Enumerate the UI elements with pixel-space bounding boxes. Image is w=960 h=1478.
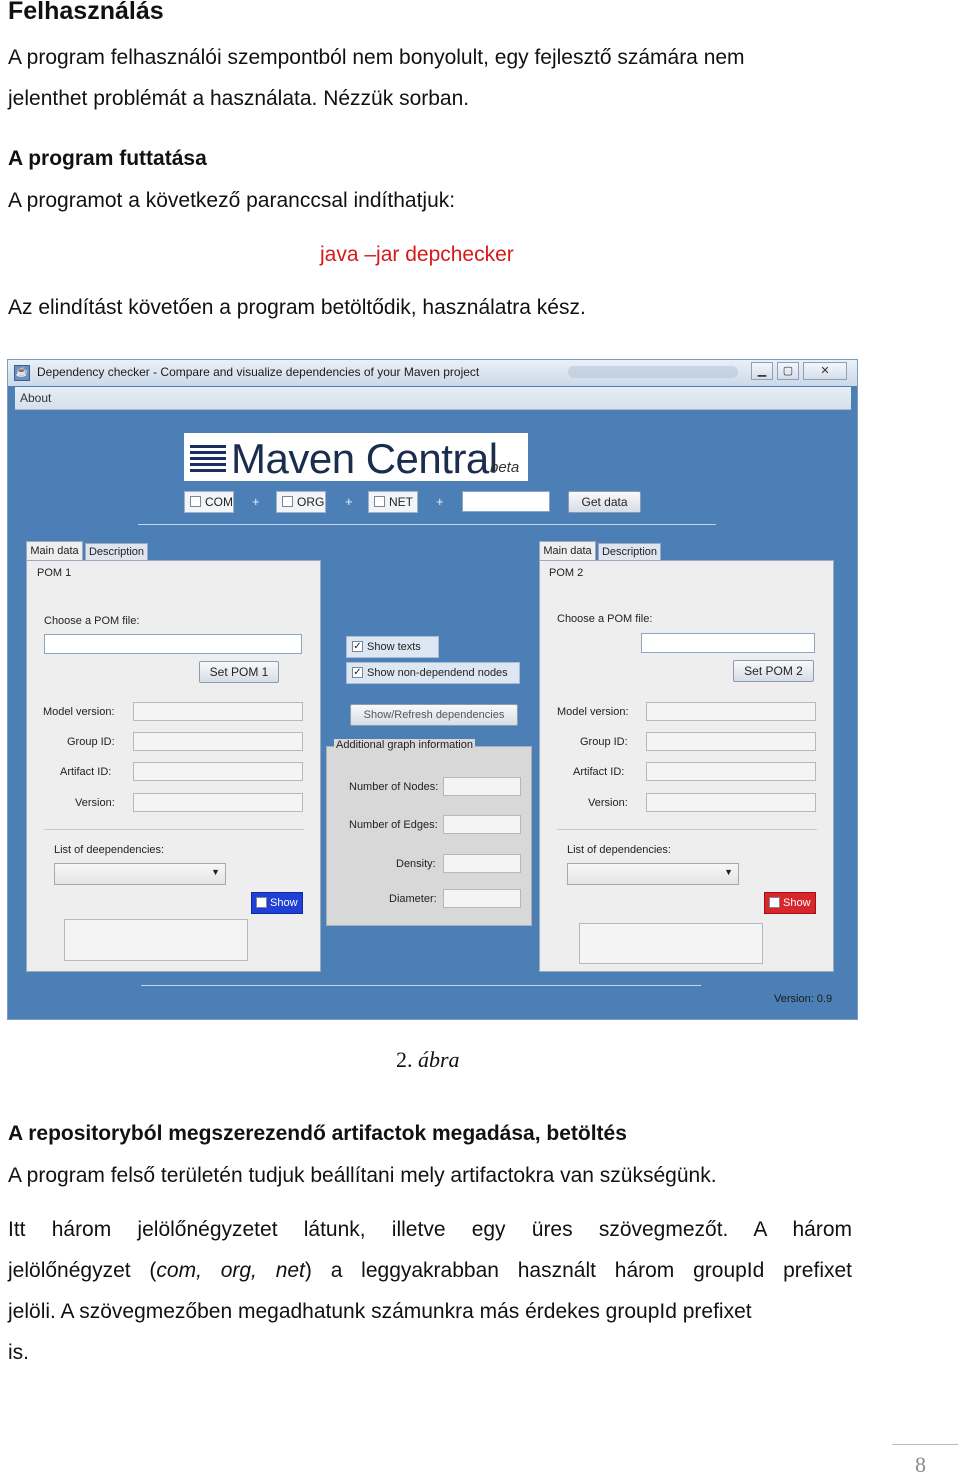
group-id-field-left [133,732,303,751]
graph-info-group [326,739,532,926]
version-label-left: Version: [75,797,115,809]
window-title: Dependency checker - Compare and visualize dependencies of your Maven project [37,365,480,379]
maven-logo-beta: beta [490,459,520,476]
checkbox-icon [282,496,293,507]
tab-main-data-right[interactable]: Main data [539,541,596,561]
app-version: Version: 0.9 [774,993,833,1005]
app-icon: ☕ [14,365,30,381]
checkbox-checked-icon: ✓ [353,666,362,678]
chevron-down-icon: ▼ [724,867,733,877]
pom2-panel [539,560,834,972]
page-number-rule [892,1444,958,1445]
show-button-left[interactable]: Show [251,892,303,914]
artifact-id-label-right: Artifact ID: [573,766,625,778]
get-data-button[interactable]: Get data [568,491,641,513]
artifact-id-field-right [646,762,816,781]
pom2-file-input[interactable] [641,633,815,653]
checkbox-icon [374,496,385,507]
left-panel-separator [44,829,304,830]
figure-caption [396,1047,460,1073]
group-id-label-left: Group ID: [67,736,115,748]
title-bar [8,360,857,386]
app-window [7,359,858,1020]
chevron-down-icon: ▼ [211,867,220,877]
title-bar-blur [568,366,738,378]
checkbox-icon [190,496,201,507]
close-icon[interactable]: ✕ [803,362,847,380]
show-nondepend-checkbox[interactable]: ✓ Show non-dependend nodes [346,662,520,684]
group-id-field-right [646,732,816,751]
version-field-left [133,793,303,812]
artifact-id-label-left: Artifact ID: [60,766,112,778]
pom1-file-input[interactable] [44,634,302,654]
checkbox-icon [256,897,267,908]
tab-description-right[interactable]: Description [598,543,661,561]
density-field [443,854,521,873]
version-field-right [646,793,816,812]
menu-about[interactable]: About [20,391,52,405]
header-separator [138,524,716,525]
intro-line-1: A program felhasználói szempontból nem bonyolult, egy fejlesztő számára nem [8,46,745,69]
footer-separator [141,985,701,986]
pom1-panel [26,560,321,972]
tab-main-data-left[interactable]: Main data [26,541,83,561]
set-pom2-button[interactable]: Set POM 2 [733,660,814,682]
list-deps-label-left: List of deependencies: [54,844,165,856]
section-title-run: A program futtatása [8,147,207,170]
command-text: java –jar depchecker [320,243,514,266]
plus-sign-2: + [345,494,353,509]
deps-dropdown-right[interactable] [567,863,739,885]
list-deps-label-right: List of dependencies: [567,844,671,856]
maven-logo-icon [190,445,226,475]
diameter-field [443,889,521,908]
para-line-1: Itt három jelölőnégyzetet látunk, illetve egy üres szövegmezőt. A három [8,1218,852,1241]
diameter-label: Diameter: [389,893,437,905]
deps-textarea-right[interactable] [579,923,763,964]
deps-dropdown-left[interactable] [54,863,226,885]
groupid-prefix-input[interactable] [462,491,550,512]
after-command-text: Az elindítást követően a program betöltődik, használatra kész. [8,296,586,319]
plus-sign-1: + [252,494,260,509]
model-version-field-right [646,702,816,721]
num-edges-label: Number of Edges: [349,819,438,831]
section-artifacts-text: A program felső területén tudjuk beállítani mely artifactokra van szükségünk. [8,1164,717,1187]
section-title-artifacts: A repositoryból megszerezendő artifactok megadása, betöltés [8,1122,627,1145]
refresh-dependencies-button[interactable]: Show/Refresh dependencies [350,704,518,726]
maximize-icon[interactable]: ▢ [777,362,799,380]
maven-logo-text: Maven Central [231,435,498,482]
show-button-right[interactable]: Show [764,892,816,914]
model-version-label-left: Model version: [43,706,115,718]
model-version-field-left [133,702,303,721]
figure-word: ábra [418,1047,460,1072]
minimize-icon[interactable]: ▁ [751,362,773,380]
maven-central-logo [184,433,528,481]
para-line-2: jelölőnégyzet (com, org, net) a leggyakrabban használt három groupId prefixet [8,1259,852,1282]
plus-sign-3: + [436,494,444,509]
page-heading: Felhasználás [8,0,164,25]
pom1-label: POM 1 [37,567,72,579]
pom2-label: POM 2 [549,567,584,579]
group-id-label-right: Group ID: [580,736,628,748]
artifact-id-field-left [133,762,303,781]
right-panel-separator [557,829,817,830]
figure-number: 2. [396,1047,413,1072]
prefix-list: com, org, net [156,1259,305,1282]
para-line-4: is. [8,1341,29,1364]
set-pom1-button[interactable]: Set POM 1 [199,661,279,683]
checkbox-com[interactable]: COM [184,491,234,513]
graph-info-title: Additional graph information [336,739,473,751]
intro-line-2: jelenthet problémát a használata. Nézzük sorban. [8,87,470,110]
num-nodes-label: Number of Nodes: [349,781,439,793]
density-label: Density: [396,858,436,870]
num-edges-field [443,815,521,834]
checkbox-net[interactable]: NET [368,491,418,513]
choose-pom-label-right: Choose a POM file: [557,613,653,625]
version-label-right: Version: [588,797,628,809]
model-version-label-right: Model version: [557,706,629,718]
num-nodes-field [443,777,521,796]
choose-pom-label-left: Choose a POM file: [44,615,140,627]
checkbox-org[interactable]: ORG [276,491,326,513]
para-line-3: jelöli. A szövegmezőben megadhatunk számunkra más érdekes groupId prefixet [8,1300,752,1323]
tab-description-left[interactable]: Description [85,543,148,561]
section-run-text: A programot a következő paranccsal indíthatjuk: [8,189,456,212]
checkbox-icon [769,897,780,908]
deps-textarea-left[interactable] [64,919,248,961]
page-number: 8 [915,1452,926,1477]
show-texts-checkbox[interactable]: ✓ Show texts [346,636,439,658]
menu-bar [15,387,851,410]
checkbox-checked-icon: ✓ [353,640,362,652]
